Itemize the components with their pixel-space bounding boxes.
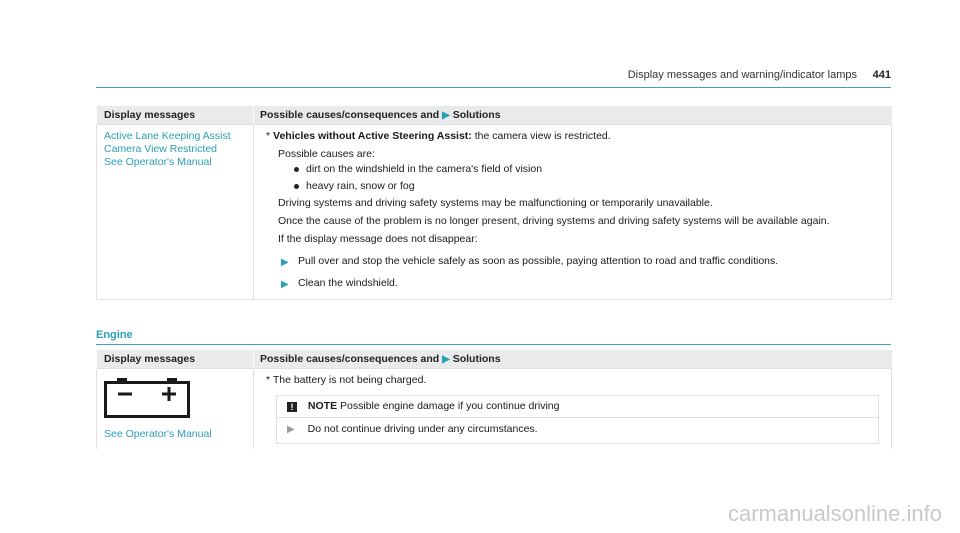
col-header-causes xyxy=(254,350,892,369)
col-header-causes-text: Possible causes/consequences and xyxy=(260,109,440,121)
message-line: See Operator's Manual xyxy=(104,156,212,168)
battery-icon xyxy=(104,378,190,418)
col-header-causes xyxy=(254,106,892,125)
note-box xyxy=(276,395,879,444)
asterisk: * xyxy=(266,130,271,142)
condition-line xyxy=(266,374,879,387)
col-header-display-messages: Display messages xyxy=(97,350,254,369)
step-arrow-icon: ▶ xyxy=(287,424,295,435)
note-header xyxy=(277,396,878,418)
condition-text: The battery is not being charged. xyxy=(272,374,427,386)
condition-bold: Vehicles without Active Steering Assist: xyxy=(273,130,472,142)
note-label: NOTE xyxy=(307,400,338,412)
condition-text: the camera view is restricted. xyxy=(474,130,611,142)
condition-line xyxy=(266,130,879,143)
table-header-row xyxy=(97,106,892,125)
solution-step xyxy=(266,277,879,290)
arrow-icon: ▶ xyxy=(442,110,450,121)
warning-icon: ! xyxy=(287,402,297,412)
header-title: Display messages and warning/indicator lamps xyxy=(627,69,857,81)
message-line: Active Lane Keeping Assist xyxy=(104,130,231,142)
col-header-solutions-text: Solutions xyxy=(452,353,501,365)
causes-cell xyxy=(254,369,892,449)
arrow-icon: ▶ xyxy=(442,354,450,365)
step-arrow-icon: ▶ xyxy=(281,257,289,268)
paragraph: Driving systems and driving safety systems may be malfunctioning or temporarily unavailable. xyxy=(278,197,713,209)
asterisk: * xyxy=(266,374,271,386)
step-arrow-icon: ▶ xyxy=(281,279,289,290)
col-header-solutions-text: Solutions xyxy=(452,109,501,121)
table-header-row xyxy=(97,350,892,369)
display-messages-table-2 xyxy=(96,350,892,449)
step-text: Do not continue driving under any circumstances. xyxy=(307,423,538,435)
step-text: Pull over and stop the vehicle safely as soon as possible, paying attention to road and traffic conditions. xyxy=(298,255,779,267)
table-row xyxy=(97,369,892,449)
paragraph: If the display message does not disappear: xyxy=(278,233,478,245)
causes-block xyxy=(266,148,879,246)
display-messages-table-1 xyxy=(96,106,892,300)
message-line: Camera View Restricted xyxy=(104,143,218,155)
section-title-engine: Engine xyxy=(96,329,891,345)
list-item: dirt on the windshield in the camera's field of vision xyxy=(278,163,879,176)
display-message-cell xyxy=(97,369,254,449)
solution-step xyxy=(266,255,879,268)
paragraph: Once the cause of the problem is no longer present, driving systems and driving safety systems will be available again. xyxy=(278,215,830,227)
note-body xyxy=(277,418,878,443)
col-header-causes-text: Possible causes/consequences and xyxy=(260,353,440,365)
list-item: heavy rain, snow or fog xyxy=(278,180,879,193)
causes-intro: Possible causes are: xyxy=(278,148,375,160)
note-text: Possible engine damage if you continue driving xyxy=(340,400,560,412)
watermark: carmanualsonline.info xyxy=(727,501,942,526)
step-text: Clean the windshield. xyxy=(298,277,398,289)
display-message-cell xyxy=(97,125,254,300)
message-line: See Operator's Manual xyxy=(104,428,212,440)
page-header xyxy=(96,69,891,88)
table-row xyxy=(97,125,892,300)
page-number: 441 xyxy=(872,69,891,81)
causes-cell xyxy=(254,125,892,300)
col-header-display-messages: Display messages xyxy=(97,106,254,125)
